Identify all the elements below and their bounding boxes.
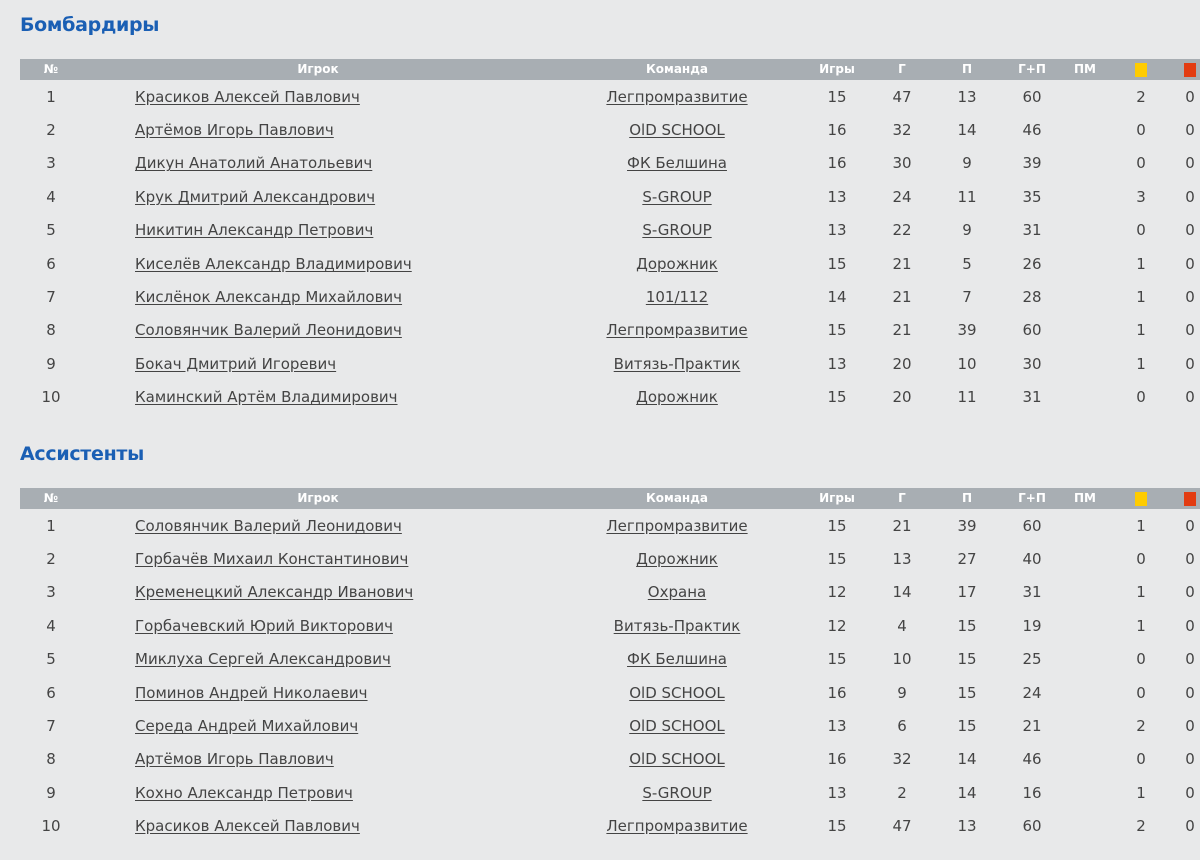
red-cards-cell: 0 (1185, 650, 1195, 669)
team-cell (554, 643, 800, 676)
team-cell (554, 776, 800, 809)
red-cards-cell: 0 (1185, 516, 1195, 535)
yellow-cards-cell: 1 (1136, 288, 1146, 307)
assists-table-body (20, 509, 1200, 843)
player-cell (82, 247, 554, 280)
points-cell: 39 (1022, 154, 1042, 173)
rank-cell: 6 (46, 254, 56, 273)
team-link[interactable]: Дорожник (636, 550, 718, 569)
games-cell: 15 (827, 321, 847, 340)
pm-cell (1060, 676, 1110, 709)
yellow-cards-cell: 3 (1136, 187, 1146, 206)
team-cell (554, 314, 800, 347)
assists-cell: 39 (957, 516, 977, 535)
player-cell (82, 709, 554, 742)
red-cards-cell: 0 (1185, 87, 1195, 106)
yellow-cards-cell: 0 (1136, 221, 1146, 240)
points-cell: 16 (1022, 783, 1042, 802)
red-cards-cell: 0 (1185, 121, 1195, 140)
table-row (20, 347, 1200, 380)
goals-cell: 13 (892, 550, 912, 569)
red-cards-cell: 0 (1185, 388, 1195, 407)
rank-cell: 2 (46, 121, 56, 140)
player-cell (82, 381, 554, 414)
red-cards-cell: 0 (1185, 354, 1195, 373)
points-cell: 35 (1022, 187, 1042, 206)
points-cell: 46 (1022, 121, 1042, 140)
team-cell (554, 347, 800, 380)
player-link[interactable]: Красиков Алексей Павлович (135, 87, 360, 106)
games-cell: 15 (827, 650, 847, 669)
assists-cell: 15 (957, 717, 977, 736)
team-link[interactable]: Легпромразвитие (606, 321, 748, 340)
player-link[interactable]: Горбачевский Юрий Викторович (135, 616, 393, 635)
red-cards-cell: 0 (1185, 321, 1195, 340)
goals-cell: 10 (892, 650, 912, 669)
player-cell (82, 542, 554, 575)
team-cell (554, 180, 800, 213)
team-cell (554, 743, 800, 776)
games-cell: 15 (827, 254, 847, 273)
player-link[interactable]: Бокач Дмитрий Игоревич (135, 354, 337, 373)
assists-cell: 14 (957, 783, 977, 802)
header-player: Игрок (297, 62, 339, 76)
team-cell (554, 676, 800, 709)
rank-cell: 4 (46, 616, 56, 635)
red-cards-cell: 0 (1185, 288, 1195, 307)
assists-cell: 14 (957, 750, 977, 769)
goals-cell: 47 (892, 87, 912, 106)
header-pm: ПМ (1074, 491, 1096, 505)
points-cell: 25 (1022, 650, 1042, 669)
goals-cell: 14 (892, 583, 912, 602)
player-link[interactable]: Соловянчик Валерий Леонидович (135, 321, 402, 340)
yellow-cards-cell: 1 (1136, 616, 1146, 635)
player-cell (82, 280, 554, 313)
team-cell (554, 810, 800, 843)
points-cell: 24 (1022, 683, 1042, 702)
player-link[interactable]: Дикун Анатолий Анатольевич (135, 154, 373, 173)
player-link[interactable]: Кременецкий Александр Иванович (135, 583, 414, 602)
header-goals: Г (898, 62, 906, 76)
table-row (20, 676, 1200, 709)
team-link[interactable]: Витязь-Практик (613, 354, 741, 373)
table-row (20, 247, 1200, 280)
points-cell: 28 (1022, 288, 1042, 307)
rank-cell: 10 (41, 388, 61, 407)
points-cell: 30 (1022, 354, 1042, 373)
header-player: Игрок (297, 491, 339, 505)
team-cell (554, 80, 800, 113)
header-assists: П (961, 62, 973, 76)
table-row (20, 113, 1200, 146)
red-card-icon (1184, 492, 1196, 506)
points-cell: 40 (1022, 550, 1042, 569)
pm-cell (1060, 80, 1110, 113)
pm-cell (1060, 509, 1110, 542)
player-link[interactable]: Поминов Андрей Николаевич (135, 683, 368, 702)
player-link[interactable]: Крук Дмитрий Александрович (135, 187, 376, 206)
games-cell: 15 (827, 550, 847, 569)
table-row (20, 576, 1200, 609)
section-title-assists: Ассистенты (20, 443, 145, 465)
yellow-cards-cell: 0 (1136, 154, 1146, 173)
yellow-cards-cell: 2 (1136, 817, 1146, 836)
player-cell (82, 643, 554, 676)
player-cell (82, 676, 554, 709)
points-cell: 31 (1022, 388, 1042, 407)
assists-cell: 15 (957, 683, 977, 702)
table-row (20, 709, 1200, 742)
player-cell (82, 147, 554, 180)
red-cards-cell: 0 (1185, 583, 1195, 602)
red-cards-cell: 0 (1185, 187, 1195, 206)
pm-cell (1060, 381, 1110, 414)
player-link[interactable]: Середа Андрей Михайлович (135, 717, 359, 736)
player-link[interactable]: Никитин Александр Петрович (135, 221, 374, 240)
team-link[interactable]: OlD SCHOOL (629, 717, 725, 736)
player-cell (82, 776, 554, 809)
goals-cell: 30 (892, 154, 912, 173)
pm-cell (1060, 147, 1110, 180)
points-cell: 60 (1022, 321, 1042, 340)
team-link[interactable]: Витязь-Практик (613, 616, 741, 635)
team-link[interactable]: ФК Белшина (627, 154, 727, 173)
games-cell: 12 (827, 583, 847, 602)
assists-cell: 15 (957, 616, 977, 635)
games-cell: 15 (827, 388, 847, 407)
games-cell: 15 (827, 87, 847, 106)
goals-cell: 21 (892, 288, 912, 307)
player-link[interactable]: Каминский Артём Владимирович (135, 388, 398, 407)
points-cell: 31 (1022, 583, 1042, 602)
table-header-row (20, 59, 1200, 80)
header-num: № (43, 62, 59, 76)
team-cell (554, 542, 800, 575)
games-cell: 13 (827, 187, 847, 206)
goals-cell: 32 (892, 121, 912, 140)
assists-cell: 11 (957, 187, 977, 206)
rank-cell: 5 (46, 650, 56, 669)
table-row (20, 80, 1200, 113)
rank-cell: 5 (46, 221, 56, 240)
assists-cell: 9 (962, 221, 972, 240)
red-cards-cell: 0 (1185, 154, 1195, 173)
team-cell (554, 381, 800, 414)
rank-cell: 7 (46, 288, 56, 307)
rank-cell: 3 (46, 583, 56, 602)
player-cell (82, 576, 554, 609)
games-cell: 15 (827, 516, 847, 535)
table-row (20, 743, 1200, 776)
games-cell: 13 (827, 783, 847, 802)
points-cell: 26 (1022, 254, 1042, 273)
games-cell: 14 (827, 288, 847, 307)
red-cards-cell: 0 (1185, 717, 1195, 736)
points-cell: 19 (1022, 616, 1042, 635)
red-cards-cell: 0 (1185, 817, 1195, 836)
player-cell (82, 810, 554, 843)
scorers-table (20, 59, 1200, 414)
rank-cell: 8 (46, 750, 56, 769)
points-cell: 46 (1022, 750, 1042, 769)
games-cell: 13 (827, 717, 847, 736)
table-row (20, 509, 1200, 542)
rank-cell: 1 (46, 516, 56, 535)
goals-cell: 21 (892, 254, 912, 273)
team-cell (554, 247, 800, 280)
player-link[interactable]: Киселёв Александр Владимирович (135, 254, 412, 273)
team-link[interactable]: Дорожник (636, 254, 718, 273)
team-link[interactable]: S-GROUP (642, 187, 712, 206)
player-link[interactable]: Соловянчик Валерий Леонидович (135, 516, 402, 535)
team-link[interactable]: Охрана (647, 583, 707, 602)
team-link[interactable]: OlD SCHOOL (629, 121, 725, 140)
yellow-cards-cell: 1 (1136, 321, 1146, 340)
table-row (20, 180, 1200, 213)
pm-cell (1060, 542, 1110, 575)
table-row (20, 609, 1200, 642)
assists-cell: 27 (957, 550, 977, 569)
player-cell (82, 509, 554, 542)
goals-cell: 2 (897, 783, 907, 802)
yellow-card-icon (1135, 492, 1147, 506)
pm-cell (1060, 113, 1110, 146)
red-cards-cell: 0 (1185, 550, 1195, 569)
header-assists: П (961, 491, 973, 505)
scorers-table-body (20, 80, 1200, 414)
rank-cell: 10 (41, 817, 61, 836)
rank-cell: 6 (46, 683, 56, 702)
yellow-cards-cell: 0 (1136, 550, 1146, 569)
goals-cell: 22 (892, 221, 912, 240)
header-games: Игры (819, 491, 855, 505)
goals-cell: 4 (897, 616, 907, 635)
yellow-cards-cell: 2 (1136, 87, 1146, 106)
goals-cell: 32 (892, 750, 912, 769)
rank-cell: 7 (46, 717, 56, 736)
yellow-cards-cell: 1 (1136, 783, 1146, 802)
table-header-row (20, 488, 1200, 509)
red-card-icon (1184, 63, 1196, 77)
yellow-cards-cell: 1 (1136, 583, 1146, 602)
team-link[interactable]: S-GROUP (642, 221, 712, 240)
points-cell: 60 (1022, 87, 1042, 106)
yellow-cards-cell: 0 (1136, 388, 1146, 407)
table-row (20, 810, 1200, 843)
points-cell: 31 (1022, 221, 1042, 240)
table-row (20, 314, 1200, 347)
header-yellow-cards (1110, 59, 1172, 80)
team-cell (554, 280, 800, 313)
games-cell: 15 (827, 817, 847, 836)
assists-cell: 11 (957, 388, 977, 407)
team-link[interactable]: OlD SCHOOL (629, 750, 725, 769)
red-cards-cell: 0 (1185, 683, 1195, 702)
goals-cell: 6 (897, 717, 907, 736)
rank-cell: 4 (46, 187, 56, 206)
red-cards-cell: 0 (1185, 221, 1195, 240)
pm-cell (1060, 709, 1110, 742)
pm-cell (1060, 180, 1110, 213)
pm-cell (1060, 743, 1110, 776)
goals-cell: 20 (892, 388, 912, 407)
player-cell (82, 743, 554, 776)
assists-cell: 17 (957, 583, 977, 602)
rank-cell: 9 (46, 354, 56, 373)
yellow-cards-cell: 0 (1136, 121, 1146, 140)
red-cards-cell: 0 (1185, 783, 1195, 802)
yellow-cards-cell: 1 (1136, 516, 1146, 535)
header-team: Команда (645, 62, 709, 76)
header-red-cards (1172, 488, 1200, 509)
games-cell: 16 (827, 750, 847, 769)
yellow-card-icon (1135, 63, 1147, 77)
player-link[interactable]: Артёмов Игорь Павлович (135, 750, 334, 769)
team-cell (554, 709, 800, 742)
goals-cell: 24 (892, 187, 912, 206)
rank-cell: 2 (46, 550, 56, 569)
games-cell: 16 (827, 154, 847, 173)
goals-cell: 9 (897, 683, 907, 702)
player-link[interactable]: Горбачёв Михаил Константинович (135, 550, 409, 569)
player-link[interactable]: Кислёнок Александр Михайлович (135, 288, 403, 307)
goals-cell: 21 (892, 321, 912, 340)
player-link[interactable]: Кохно Александр Петрович (135, 783, 353, 802)
goals-cell: 21 (892, 516, 912, 535)
rank-cell: 1 (46, 87, 56, 106)
player-link[interactable]: Красиков Алексей Павлович (135, 817, 360, 836)
header-goals: Г (898, 491, 906, 505)
pm-cell (1060, 776, 1110, 809)
player-cell (82, 113, 554, 146)
assists-table (20, 488, 1200, 843)
player-cell (82, 214, 554, 247)
team-link[interactable]: OlD SCHOOL (629, 683, 725, 702)
assists-cell: 10 (957, 354, 977, 373)
team-cell (554, 147, 800, 180)
pm-cell (1060, 280, 1110, 313)
team-link[interactable]: Дорожник (636, 388, 718, 407)
pm-cell (1060, 810, 1110, 843)
goals-cell: 20 (892, 354, 912, 373)
assists-cell: 15 (957, 650, 977, 669)
goals-cell: 47 (892, 817, 912, 836)
games-cell: 16 (827, 121, 847, 140)
pm-cell (1060, 643, 1110, 676)
games-cell: 12 (827, 616, 847, 635)
player-link[interactable]: Миклуха Сергей Александрович (135, 650, 391, 669)
player-cell (82, 609, 554, 642)
pm-cell (1060, 214, 1110, 247)
team-cell (554, 509, 800, 542)
player-cell (82, 347, 554, 380)
player-cell (82, 80, 554, 113)
yellow-cards-cell: 0 (1136, 683, 1146, 702)
pm-cell (1060, 576, 1110, 609)
assists-cell: 9 (962, 154, 972, 173)
header-points: Г+П (1018, 491, 1046, 505)
player-cell (82, 314, 554, 347)
team-cell (554, 576, 800, 609)
yellow-cards-cell: 2 (1136, 717, 1146, 736)
yellow-cards-cell: 0 (1136, 650, 1146, 669)
header-points: Г+П (1018, 62, 1046, 76)
games-cell: 16 (827, 683, 847, 702)
pm-cell (1060, 609, 1110, 642)
team-cell (554, 214, 800, 247)
rank-cell: 3 (46, 154, 56, 173)
table-row (20, 643, 1200, 676)
player-cell (82, 180, 554, 213)
red-cards-cell: 0 (1185, 254, 1195, 273)
team-link[interactable]: Легпромразвитие (606, 516, 748, 535)
header-pm: ПМ (1074, 62, 1096, 76)
pm-cell (1060, 314, 1110, 347)
assists-cell: 5 (962, 254, 972, 273)
header-num: № (43, 491, 59, 505)
games-cell: 13 (827, 354, 847, 373)
assists-cell: 7 (962, 288, 972, 307)
table-row (20, 214, 1200, 247)
games-cell: 13 (827, 221, 847, 240)
assists-cell: 13 (957, 817, 977, 836)
table-row (20, 381, 1200, 414)
red-cards-cell: 0 (1185, 750, 1195, 769)
assists-cell: 14 (957, 121, 977, 140)
yellow-cards-cell: 1 (1136, 354, 1146, 373)
team-link[interactable]: S-GROUP (642, 783, 712, 802)
yellow-cards-cell: 0 (1136, 750, 1146, 769)
team-cell (554, 609, 800, 642)
red-cards-cell: 0 (1185, 616, 1195, 635)
rank-cell: 8 (46, 321, 56, 340)
yellow-cards-cell: 1 (1136, 254, 1146, 273)
rank-cell: 9 (46, 783, 56, 802)
pm-cell (1060, 247, 1110, 280)
team-cell (554, 113, 800, 146)
header-red-cards (1172, 59, 1200, 80)
points-cell: 60 (1022, 817, 1042, 836)
team-link[interactable]: Легпромразвитие (606, 87, 748, 106)
points-cell: 21 (1022, 717, 1042, 736)
team-link[interactable]: Легпромразвитие (606, 817, 748, 836)
table-row (20, 147, 1200, 180)
team-link[interactable]: ФК Белшина (627, 650, 727, 669)
table-row (20, 280, 1200, 313)
team-link[interactable]: 101/112 (645, 288, 709, 307)
header-yellow-cards (1110, 488, 1172, 509)
header-team: Команда (645, 491, 709, 505)
assists-cell: 13 (957, 87, 977, 106)
table-row (20, 776, 1200, 809)
player-link[interactable]: Артёмов Игорь Павлович (135, 121, 334, 140)
points-cell: 60 (1022, 516, 1042, 535)
header-games: Игры (819, 62, 855, 76)
section-title-scorers: Бомбардиры (20, 14, 160, 36)
pm-cell (1060, 347, 1110, 380)
assists-cell: 39 (957, 321, 977, 340)
table-row (20, 542, 1200, 575)
